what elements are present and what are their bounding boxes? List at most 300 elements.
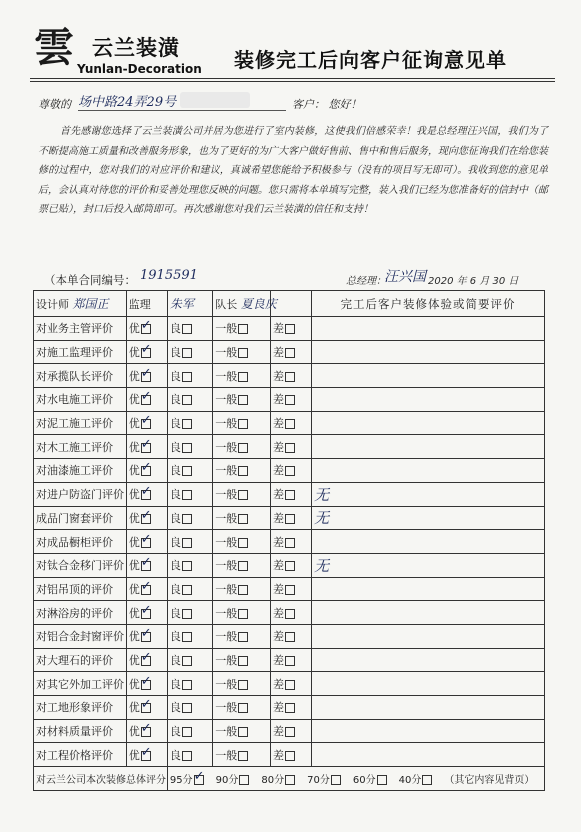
rating-poor-cell[interactable]	[270, 482, 311, 506]
rating-good-checkbox[interactable]	[182, 751, 192, 761]
rating-poor-label: 差	[272, 535, 284, 549]
rating-fair-label: 一般	[215, 322, 238, 336]
rating-good-cell[interactable]	[167, 530, 212, 554]
rating-fair-checkbox[interactable]	[238, 609, 248, 619]
rating-fair-cell[interactable]	[213, 743, 271, 767]
rating-excellent-cell[interactable]	[126, 553, 167, 577]
comment-cell[interactable]	[312, 577, 545, 601]
checkmark-icon: ✓	[140, 602, 152, 618]
rating-good-cell[interactable]	[167, 388, 212, 412]
evaluation-row	[34, 482, 545, 506]
rating-fair-cell[interactable]	[213, 411, 271, 435]
evaluation-row	[34, 411, 545, 435]
rating-excellent-checkbox[interactable]	[140, 413, 152, 429]
rating-excellent-checkbox[interactable]	[140, 721, 152, 737]
rating-poor-checkbox[interactable]	[285, 609, 295, 619]
rating-good-cell[interactable]	[167, 696, 212, 720]
checkmark-icon: ✓	[140, 507, 152, 523]
rating-fair-cell[interactable]	[213, 340, 271, 364]
rating-excellent-checkbox[interactable]	[140, 318, 152, 334]
rating-poor-cell[interactable]	[270, 388, 311, 412]
rating-good-checkbox[interactable]	[182, 609, 192, 619]
rating-poor-cell[interactable]	[270, 672, 311, 696]
score-value: 95分	[169, 774, 193, 786]
rating-excellent-checkbox[interactable]	[140, 626, 152, 642]
checkmark-icon: ✓	[140, 460, 152, 476]
evaluation-row	[34, 648, 545, 672]
captain-name: 夏良庆	[240, 297, 277, 311]
comment-cell[interactable]	[312, 601, 545, 625]
rating-fair-cell[interactable]	[213, 482, 271, 506]
redacted-area	[180, 92, 250, 108]
rating-good-checkbox[interactable]	[182, 585, 192, 595]
rating-poor-cell[interactable]	[270, 340, 311, 364]
comment-cell[interactable]	[312, 411, 545, 435]
comment-cell[interactable]	[312, 317, 545, 341]
rating-poor-checkbox[interactable]	[285, 561, 295, 571]
score-value: 70分	[307, 774, 330, 786]
rating-excellent-checkbox[interactable]	[140, 531, 152, 548]
rating-excellent-label: 优	[128, 511, 140, 525]
rating-fair-label: 一般	[215, 582, 238, 596]
rating-excellent-label: 优	[128, 606, 140, 620]
rating-good-cell[interactable]	[167, 719, 212, 743]
rating-poor-checkbox[interactable]	[285, 395, 295, 405]
rating-good-label: 良	[169, 511, 181, 525]
comment-cell[interactable]	[312, 364, 545, 388]
rating-excellent-cell[interactable]	[126, 530, 167, 554]
rating-poor-label: 差	[272, 464, 284, 478]
rating-poor-cell[interactable]	[270, 719, 311, 743]
rating-excellent-label: 优	[128, 630, 140, 644]
rating-fair-checkbox[interactable]	[238, 419, 248, 429]
rating-excellent-cell[interactable]	[126, 672, 167, 696]
rating-excellent-cell[interactable]	[126, 648, 167, 672]
score-option[interactable]	[307, 771, 341, 786]
rating-good-checkbox[interactable]	[182, 490, 192, 500]
rating-good-checkbox[interactable]	[182, 514, 192, 524]
rating-poor-cell[interactable]	[270, 411, 311, 435]
rating-poor-label: 差	[272, 653, 284, 667]
general-manager-label: 总经理：	[346, 276, 386, 287]
rating-excellent-checkbox[interactable]	[140, 342, 152, 358]
score-label: 对云兰公司本次装修总体评分	[34, 767, 168, 791]
rating-good-label: 良	[169, 369, 181, 383]
comment-cell[interactable]	[312, 435, 545, 459]
rating-excellent-checkbox[interactable]	[140, 649, 152, 666]
rating-excellent-checkbox[interactable]	[140, 555, 152, 571]
rating-fair-cell[interactable]	[213, 696, 271, 720]
captain-label: 队长	[215, 298, 238, 311]
rating-fair-label: 一般	[215, 369, 238, 383]
score-checkbox[interactable]	[422, 775, 432, 785]
rating-good-cell[interactable]	[167, 435, 212, 459]
rating-good-checkbox[interactable]	[182, 703, 192, 713]
score-option[interactable]	[216, 771, 250, 786]
rating-good-label: 良	[169, 653, 181, 667]
customer-address: 场中路24弄29号	[78, 95, 177, 110]
rating-poor-label: 差	[272, 582, 284, 596]
evaluation-item: 对进户防盗门评价	[34, 482, 127, 506]
checkmark-icon: ✓	[140, 342, 152, 358]
rating-good-checkbox[interactable]	[182, 395, 192, 405]
rating-good-cell[interactable]	[167, 648, 212, 672]
rating-good-label: 良	[169, 440, 181, 454]
rating-fair-checkbox[interactable]	[238, 348, 248, 358]
evaluation-row	[34, 696, 545, 720]
evaluation-item: 对成品橱柜评价	[34, 530, 127, 554]
address-underline	[78, 110, 286, 111]
evaluation-rows	[34, 317, 545, 767]
rating-fair-label: 一般	[215, 440, 238, 454]
rating-poor-cell[interactable]	[270, 435, 311, 459]
checkmark-icon: ✓	[140, 413, 152, 429]
rating-poor-label: 差	[272, 559, 284, 573]
rating-excellent-cell[interactable]	[126, 601, 167, 625]
checkmark-icon: ✓	[140, 673, 152, 689]
comment-cell[interactable]: 无	[312, 553, 545, 577]
checkmark-icon: ✓	[140, 555, 152, 571]
rating-good-label: 良	[169, 322, 181, 336]
rating-excellent-checkbox[interactable]	[140, 436, 152, 453]
form-date: 2020 年 6 月 30 日	[428, 276, 519, 287]
evaluation-item: 对大理石的评价	[34, 648, 127, 672]
checkmark-icon: ✓	[140, 649, 152, 665]
rating-excellent-label: 优	[128, 582, 140, 596]
rating-good-label: 良	[169, 677, 181, 691]
rating-excellent-label: 优	[128, 322, 140, 336]
rating-excellent-cell[interactable]	[126, 719, 167, 743]
customer-greeting: 客户： 您好！	[292, 98, 362, 111]
rating-good-cell[interactable]	[167, 577, 212, 601]
rating-poor-checkbox[interactable]	[285, 372, 295, 382]
score-value: 40分	[398, 774, 422, 786]
rating-good-checkbox[interactable]	[182, 680, 192, 690]
rating-fair-cell[interactable]	[213, 530, 271, 554]
comment-cell[interactable]	[312, 459, 545, 483]
rating-excellent-checkbox[interactable]	[140, 507, 152, 524]
evaluation-row	[34, 506, 545, 530]
rating-fair-checkbox[interactable]	[238, 751, 248, 761]
rating-good-cell[interactable]	[167, 553, 212, 577]
evaluation-item: 对泥工施工评价	[34, 411, 127, 435]
evaluation-row	[34, 624, 545, 648]
rating-excellent-cell[interactable]	[126, 317, 167, 341]
rating-poor-checkbox[interactable]	[285, 632, 295, 642]
rating-fair-cell[interactable]	[213, 506, 271, 530]
rating-fair-cell[interactable]	[213, 553, 271, 577]
rating-poor-cell[interactable]	[270, 364, 311, 388]
rating-excellent-label: 优	[128, 535, 140, 549]
rating-poor-cell[interactable]	[270, 317, 311, 341]
evaluation-row	[34, 553, 545, 577]
rating-excellent-checkbox[interactable]	[140, 744, 152, 761]
rating-poor-cell[interactable]	[270, 553, 311, 577]
rating-fair-checkbox[interactable]	[238, 395, 248, 405]
checkmark-icon: ✓	[140, 721, 152, 737]
rating-fair-label: 一般	[215, 417, 238, 431]
checkmark-icon: ✓	[193, 768, 205, 784]
rating-fair-label: 一般	[215, 630, 238, 644]
designer-name: 郑国正	[72, 297, 109, 311]
rating-fair-checkbox[interactable]	[238, 632, 248, 642]
rating-fair-cell[interactable]	[213, 648, 271, 672]
rating-excellent-cell[interactable]	[126, 577, 167, 601]
rating-fair-cell[interactable]	[213, 601, 271, 625]
comment-cell[interactable]	[312, 648, 545, 672]
checkmark-icon: ✓	[140, 697, 152, 713]
rating-excellent-label: 优	[128, 653, 140, 667]
rating-fair-checkbox[interactable]	[238, 490, 248, 500]
rating-fair-cell[interactable]	[213, 719, 271, 743]
rating-poor-checkbox[interactable]	[285, 324, 295, 334]
rating-good-cell[interactable]	[167, 743, 212, 767]
rating-poor-label: 差	[272, 393, 284, 407]
rating-excellent-checkbox[interactable]	[140, 365, 152, 382]
logo-chinese-name: 云兰装潢	[92, 36, 180, 60]
rating-poor-checkbox[interactable]	[285, 751, 295, 761]
score-checkbox[interactable]	[285, 775, 295, 785]
rating-fair-checkbox[interactable]	[238, 443, 248, 453]
checkmark-icon: ✓	[140, 626, 152, 642]
evaluation-item: 对其它外加工评价	[34, 672, 127, 696]
rating-poor-cell[interactable]	[270, 624, 311, 648]
rating-good-checkbox[interactable]	[182, 466, 192, 476]
rating-poor-cell[interactable]	[270, 743, 311, 767]
rating-excellent-checkbox[interactable]	[140, 389, 152, 405]
rating-good-label: 良	[169, 488, 181, 502]
comment-cell[interactable]	[312, 743, 545, 767]
score-checkbox[interactable]	[239, 775, 249, 785]
rating-good-label: 良	[169, 582, 181, 596]
score-option[interactable]	[169, 768, 205, 786]
rating-poor-checkbox[interactable]	[285, 419, 295, 429]
comment-cell[interactable]	[312, 340, 545, 364]
evaluation-item: 成品门窗套评价	[34, 506, 127, 530]
rating-good-checkbox[interactable]	[182, 561, 192, 571]
score-checkbox[interactable]	[331, 775, 341, 785]
rating-good-checkbox[interactable]	[182, 632, 192, 642]
rating-good-cell[interactable]	[167, 459, 212, 483]
rating-good-label: 良	[169, 417, 181, 431]
rating-fair-cell[interactable]	[213, 577, 271, 601]
rating-poor-checkbox[interactable]	[285, 348, 295, 358]
rating-good-cell[interactable]	[167, 506, 212, 530]
rating-fair-checkbox[interactable]	[238, 466, 248, 476]
rating-excellent-cell[interactable]	[126, 743, 167, 767]
rating-good-label: 良	[169, 630, 181, 644]
evaluation-row	[34, 388, 545, 412]
rating-poor-label: 差	[272, 677, 284, 691]
rating-poor-label: 差	[272, 369, 284, 383]
logo-glyph: 雲	[34, 24, 74, 71]
rating-excellent-label: 优	[128, 701, 140, 715]
rating-poor-cell[interactable]	[270, 648, 311, 672]
rating-poor-cell[interactable]	[270, 601, 311, 625]
rating-poor-cell[interactable]	[270, 577, 311, 601]
rating-excellent-cell[interactable]	[126, 411, 167, 435]
rating-fair-label: 一般	[215, 535, 238, 549]
rating-good-cell[interactable]	[167, 601, 212, 625]
rating-fair-checkbox[interactable]	[238, 727, 248, 737]
rating-poor-label: 差	[272, 417, 284, 431]
rating-good-label: 良	[169, 725, 181, 739]
rating-poor-label: 差	[272, 701, 284, 715]
rating-excellent-cell[interactable]	[126, 364, 167, 388]
rating-excellent-label: 优	[128, 677, 140, 691]
checkmark-icon: ✓	[140, 389, 152, 405]
score-option[interactable]	[353, 771, 387, 786]
rating-excellent-cell[interactable]	[126, 388, 167, 412]
rating-poor-checkbox[interactable]	[285, 538, 295, 548]
rating-fair-label: 一般	[215, 701, 238, 715]
rating-excellent-checkbox[interactable]	[140, 484, 152, 500]
rating-poor-checkbox[interactable]	[285, 466, 295, 476]
rating-excellent-cell[interactable]	[126, 696, 167, 720]
rating-good-checkbox[interactable]	[182, 372, 192, 382]
rating-fair-label: 一般	[215, 393, 238, 407]
rating-fair-checkbox[interactable]	[238, 656, 248, 666]
rating-good-cell[interactable]	[167, 340, 212, 364]
rating-excellent-cell[interactable]	[126, 459, 167, 483]
rating-good-cell[interactable]	[167, 364, 212, 388]
evaluation-row	[34, 459, 545, 483]
rating-good-checkbox[interactable]	[182, 656, 192, 666]
rating-fair-cell[interactable]	[213, 317, 271, 341]
rating-fair-checkbox[interactable]	[238, 561, 248, 571]
rating-good-label: 良	[169, 346, 181, 360]
rating-poor-label: 差	[272, 748, 284, 762]
rating-poor-checkbox[interactable]	[285, 443, 295, 453]
rating-fair-checkbox[interactable]	[238, 703, 248, 713]
rating-good-cell[interactable]	[167, 317, 212, 341]
rating-poor-checkbox[interactable]	[285, 656, 295, 666]
rating-fair-checkbox[interactable]	[238, 324, 248, 334]
rating-poor-checkbox[interactable]	[285, 680, 295, 690]
supervisor-label: 监理	[126, 291, 167, 317]
rating-poor-checkbox[interactable]	[285, 514, 295, 524]
rating-good-label: 良	[169, 464, 181, 478]
rating-poor-cell[interactable]	[270, 459, 311, 483]
evaluation-row	[34, 364, 545, 388]
rating-fair-checkbox[interactable]	[238, 680, 248, 690]
rating-poor-cell[interactable]	[270, 530, 311, 554]
rating-fair-checkbox[interactable]	[238, 514, 248, 524]
checkmark-icon: ✓	[140, 531, 152, 547]
rating-excellent-label: 优	[128, 369, 140, 383]
rating-fair-cell[interactable]	[213, 435, 271, 459]
rating-good-cell[interactable]	[167, 672, 212, 696]
comment-cell[interactable]	[312, 672, 545, 696]
rating-excellent-checkbox[interactable]	[140, 460, 152, 476]
rating-poor-checkbox[interactable]	[285, 490, 295, 500]
rating-poor-checkbox[interactable]	[285, 727, 295, 737]
rating-fair-cell[interactable]	[213, 624, 271, 648]
rating-good-cell[interactable]	[167, 624, 212, 648]
header-rule	[30, 78, 555, 79]
score-value: 90分	[215, 774, 239, 786]
general-manager-signature: 汪兴国	[384, 269, 426, 285]
score-options	[167, 767, 544, 791]
evaluation-row	[34, 601, 545, 625]
rating-fair-checkbox[interactable]	[238, 585, 248, 595]
rating-poor-cell[interactable]	[270, 506, 311, 530]
rating-excellent-cell[interactable]	[126, 506, 167, 530]
rating-excellent-checkbox[interactable]	[140, 673, 152, 690]
comment-cell[interactable]: 无	[312, 482, 545, 506]
captain-cell	[213, 291, 277, 317]
score-option[interactable]	[399, 771, 433, 786]
checkmark-icon: ✓	[140, 578, 152, 594]
rating-poor-label: 差	[272, 322, 284, 336]
rating-good-cell[interactable]	[167, 482, 212, 506]
rating-excellent-label: 优	[128, 464, 140, 478]
rating-poor-label: 差	[272, 511, 284, 525]
rating-good-checkbox[interactable]	[182, 443, 192, 453]
greeting-prefix: 尊敬的	[38, 98, 71, 111]
evaluation-item: 对淋浴房的评价	[34, 601, 127, 625]
rating-good-checkbox[interactable]	[182, 727, 192, 737]
rating-good-checkbox[interactable]	[182, 419, 192, 429]
rating-excellent-checkbox[interactable]	[140, 578, 152, 595]
rating-poor-checkbox[interactable]	[285, 703, 295, 713]
logo-english-name: Yunlan-Decoration	[77, 62, 202, 76]
rating-good-checkbox[interactable]	[182, 324, 192, 334]
rating-fair-cell[interactable]	[213, 459, 271, 483]
rating-good-checkbox[interactable]	[182, 538, 192, 548]
evaluation-item: 对材料质量评价	[34, 719, 127, 743]
evaluation-row	[34, 340, 545, 364]
rating-poor-label: 差	[272, 725, 284, 739]
rating-poor-cell[interactable]	[270, 696, 311, 720]
rating-good-label: 良	[169, 606, 181, 620]
rating-excellent-label: 优	[128, 488, 140, 502]
rating-good-checkbox[interactable]	[182, 348, 192, 358]
rating-excellent-checkbox[interactable]	[140, 697, 152, 713]
comment-cell[interactable]	[312, 696, 545, 720]
comment-cell[interactable]: 无	[312, 506, 545, 530]
score-option[interactable]	[261, 771, 295, 786]
rating-excellent-cell[interactable]	[126, 624, 167, 648]
comment-cell[interactable]	[312, 624, 545, 648]
rating-fair-cell[interactable]	[213, 672, 271, 696]
rating-excellent-cell[interactable]	[126, 482, 167, 506]
evaluation-row	[34, 743, 545, 767]
rating-excellent-cell[interactable]	[126, 435, 167, 459]
rating-fair-label: 一般	[215, 725, 238, 739]
designer-label: 设计师 郑国正	[34, 291, 127, 317]
comment-cell[interactable]	[312, 530, 545, 554]
comment-cell[interactable]	[312, 388, 545, 412]
rating-fair-checkbox[interactable]	[238, 538, 248, 548]
rating-poor-checkbox[interactable]	[285, 585, 295, 595]
supervisor-name: 朱军	[167, 291, 212, 317]
rating-excellent-cell[interactable]	[126, 340, 167, 364]
rating-excellent-checkbox[interactable]	[140, 602, 152, 619]
rating-good-label: 良	[169, 535, 181, 549]
rating-fair-cell[interactable]	[213, 364, 271, 388]
comment-cell[interactable]	[312, 719, 545, 743]
evaluation-row	[34, 577, 545, 601]
rating-fair-checkbox[interactable]	[238, 372, 248, 382]
rating-good-cell[interactable]	[167, 411, 212, 435]
rating-fair-cell[interactable]	[213, 388, 271, 412]
score-checkbox[interactable]	[193, 768, 205, 785]
evaluation-item: 对钛合金移门评价	[34, 553, 127, 577]
rating-fair-label: 一般	[215, 346, 238, 360]
rating-fair-label: 一般	[215, 559, 238, 573]
score-checkbox[interactable]	[377, 775, 387, 785]
